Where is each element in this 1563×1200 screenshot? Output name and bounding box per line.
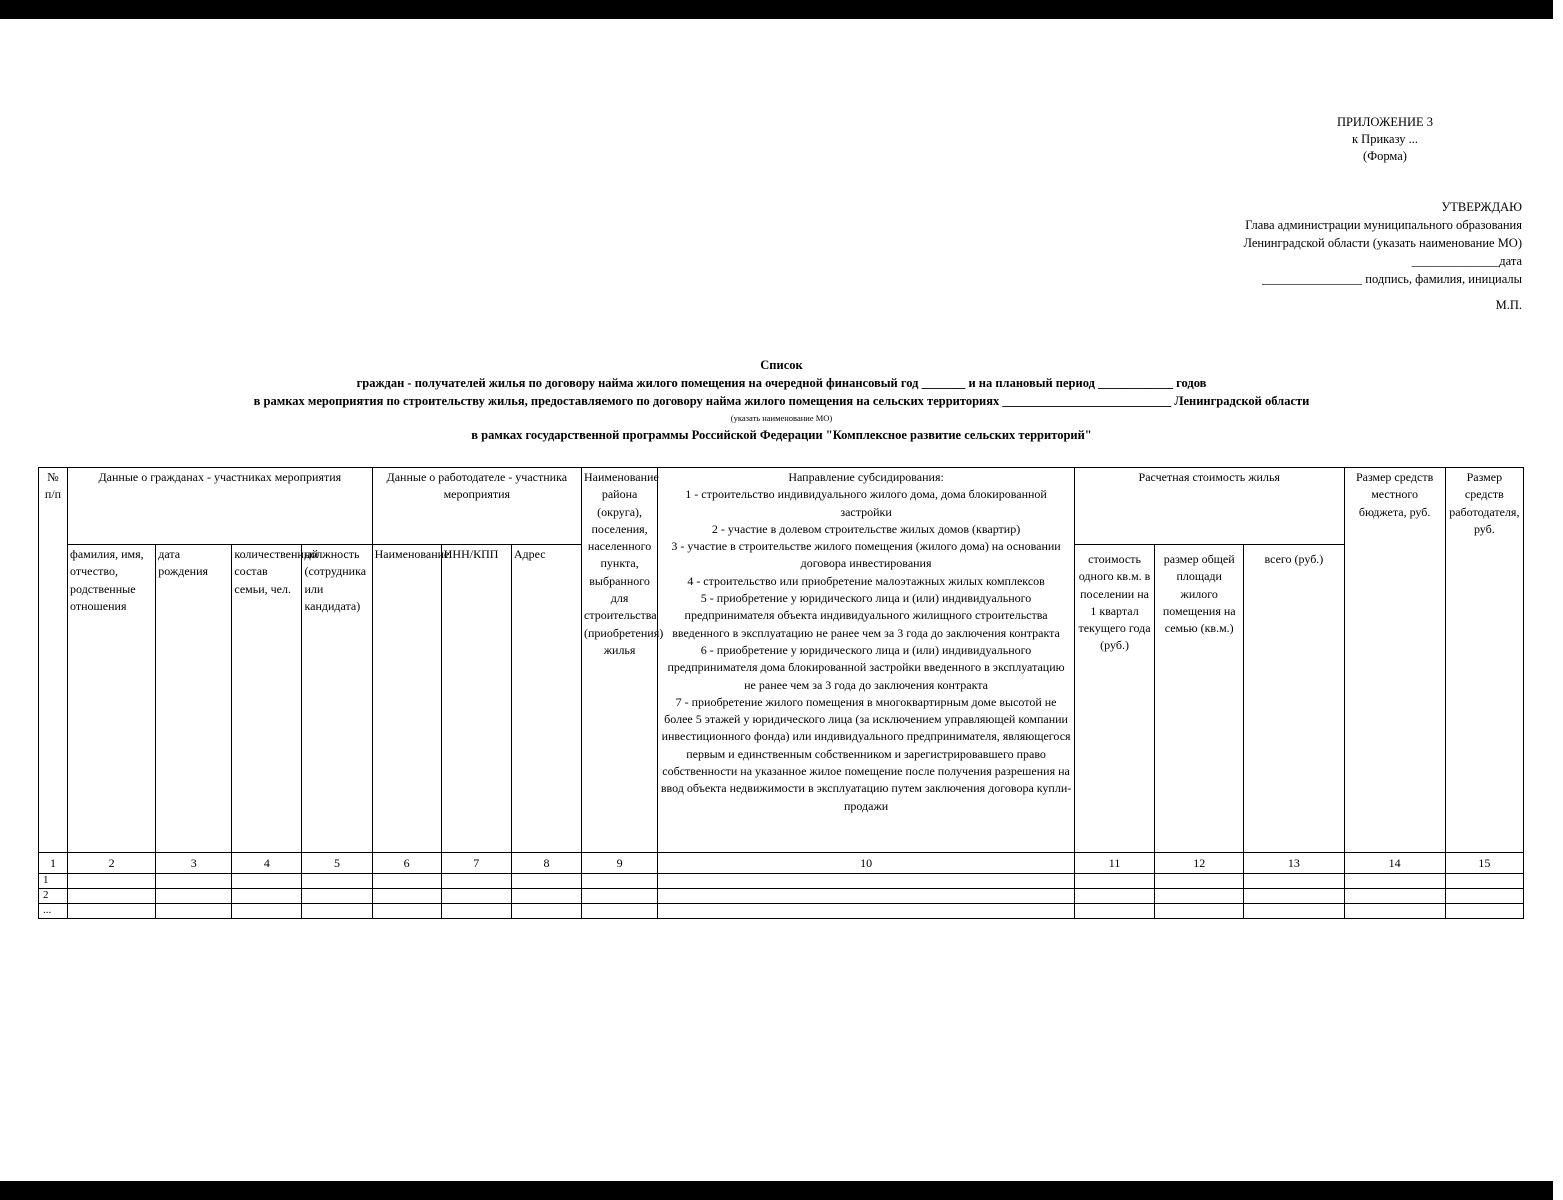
bottom-black-border [0,1181,1553,1200]
table-cell [1445,874,1523,889]
table-cell [511,889,581,904]
table-cell [302,874,372,889]
approve-label: УТВЕРЖДАЮ [1441,200,1522,214]
table-cell [511,904,581,919]
subsidy-direction-title: Направление субсидирования: [788,470,944,484]
table-cell [232,904,302,919]
subsidy-direction-item: 5 - приобретение у юридического лица и (или) индивидуального предпринимателя объекта индивидуального жилищного строительства введенного в эксплуатацию не ранее чем за 3 года до заключения контракта [672,591,1060,640]
column-number: 2 [68,853,156,874]
appendix-header [1290,114,1480,165]
header-citizens: Данные о гражданах - участниках мероприятия [68,468,373,545]
table-cell [1074,874,1154,889]
table-cell [1244,889,1344,904]
column-number: 10 [658,853,1075,874]
header-row-main [39,468,1524,545]
table-cell [156,889,232,904]
table-cell [1244,904,1344,919]
table-cell [1244,874,1344,889]
column-number: 14 [1344,853,1445,874]
table-cell [302,904,372,919]
title-note-mo: (указать наименование МО) [730,413,833,423]
title-line-program: в рамках государственной программы Российской Федерации "Комплексное развитие сельских территорий" [471,428,1092,442]
subsidy-direction-item: 4 - строительство или приобретение малоэтажных жилых комплексов [687,573,1045,588]
subheader-total: всего (руб.) [1244,545,1344,853]
subheader-sqm-cost: стоимость одного кв.м. в поселении на 1 квартал текущего года (руб.) [1074,545,1154,853]
table-row [39,874,1524,889]
table-cell [658,874,1075,889]
column-number: 13 [1244,853,1344,874]
subheader-birth-date: дата рождения [156,545,232,853]
document-title-block [0,356,1563,444]
subsidy-direction-item: 7 - приобретение жилого помещения в многоквартирным доме высотой не более 5 этажей у юридического лица (за исключением управляющей компании инвестиционного фонда) или индивидуального предпринимателя, являющегося первым и единственным собственником и зарегистрировавшего право собственности на указанное жилое помещение после получения разрешения на ввод объекта недвижимости в эксплуатацию путем заключения договора купли-продажи [660,694,1072,813]
table-cell [372,874,441,889]
column-number: 6 [372,853,441,874]
appendix-title: ПРИЛОЖЕНИЕ 3 [1336,115,1434,129]
column-number: 4 [232,853,302,874]
subheader-inn-kpp: ИНН/КПП [441,545,511,853]
header-local-budget: Размер средств местного бюджета, руб. [1344,468,1445,853]
table-cell [441,874,511,889]
column-number: 9 [582,853,658,874]
header-subsidy-direction [658,468,1075,853]
subheader-fio: фамилия, имя, отчество, родственные отношения [68,545,156,853]
table-cell [582,904,658,919]
subheader-employer-name: Наименование [372,545,441,853]
signature-line: ________________ подпись, фамилия, инициалы [1262,272,1522,286]
column-number: 7 [441,853,511,874]
stamp-label: М.П. [1495,298,1522,312]
table-cell [372,904,441,919]
header-district: Наименование района (округа), поселения, населенного пункта, выбранного для строительства (приобретения) жилья [582,468,658,853]
top-black-border [0,0,1553,19]
table-cell [68,874,156,889]
table-cell [1344,904,1445,919]
subsidy-direction-item: 3 - участие в строительстве жилого помещения (жилого дома) на основании договора инвестирования [671,539,1061,571]
table-cell [156,874,232,889]
subsidy-direction-item: 2 - участие в долевом строительстве жилых домов (квартир) [711,521,1021,536]
table-cell [302,889,372,904]
table-cell [1155,889,1244,904]
table-cell [1445,889,1523,904]
column-number: 5 [302,853,372,874]
header-num: № п/п [39,468,68,853]
table-cell [1344,889,1445,904]
table-cell [232,874,302,889]
table-cell [1445,904,1523,919]
table-cell [658,889,1075,904]
table-cell [156,904,232,919]
table-cell [232,889,302,904]
header-housing-cost: Расчетная стоимость жилья [1074,468,1344,545]
table-cell [1074,904,1154,919]
row-number: 2 [39,889,68,904]
table-row [39,889,1524,904]
row-number: 1 [39,874,68,889]
table-cell [658,904,1075,919]
approver-position: Глава администрации муниципального образования [1245,218,1522,232]
date-line: ______________дата [1411,254,1522,268]
table-cell [582,874,658,889]
subheader-address: Адрес [511,545,581,853]
header-employer-funds: Размер средств работодателя, руб. [1445,468,1523,853]
table-cell [372,889,441,904]
column-number: 8 [511,853,581,874]
table-cell [68,889,156,904]
table-cell [68,904,156,919]
appendix-order: к Приказу ... [1351,132,1419,146]
table-cell [1344,874,1445,889]
column-number: 3 [156,853,232,874]
column-number: 1 [39,853,68,874]
header-employer: Данные о работодателе - участника мероприятия [372,468,581,545]
subheader-area: размер общей площади жилого помещения на семью (кв.м.) [1155,545,1244,853]
approver-region: Ленинградской области (указать наименование МО) [1243,236,1522,250]
table-cell [441,889,511,904]
table-cell [511,874,581,889]
recipients-table [38,467,1524,919]
title-line-event: в рамках мероприятия по строительству жилья, предоставляемого по договору найма жилого помещения на сельских территориях ___________________________ Ленинградской области [253,394,1310,408]
approval-block [1130,198,1522,314]
column-number: 12 [1155,853,1244,874]
subheader-position: должность (сотрудника или кандидата) [302,545,372,853]
table-cell [441,904,511,919]
table-row [39,904,1524,919]
table-cell [1155,904,1244,919]
column-number: 11 [1074,853,1154,874]
row-number: ... [39,904,68,919]
table-cell [582,889,658,904]
subheader-family-size: количественный состав семьи, чел. [232,545,302,853]
subsidy-direction-item: 1 - строительство индивидуального жилого дома, дома блокированной застройки [685,487,1047,519]
table-cell [1155,874,1244,889]
table-cell [1074,889,1154,904]
appendix-form: (Форма) [1363,149,1407,163]
document-title: Список [760,358,803,372]
subsidy-direction-item: 6 - приобретение у юридического лица и (или) индивидуального предпринимателя дома блокированной застройки введенного в эксплуатацию не ранее чем за 3 года до заключения контракта [667,642,1065,692]
column-number: 15 [1445,853,1523,874]
title-line-recipients: граждан - получателей жилья по договору найма жилого помещения на очередной финансовый год _______ и на плановый период ____________ годов [356,376,1207,390]
column-number-row [39,853,1524,874]
